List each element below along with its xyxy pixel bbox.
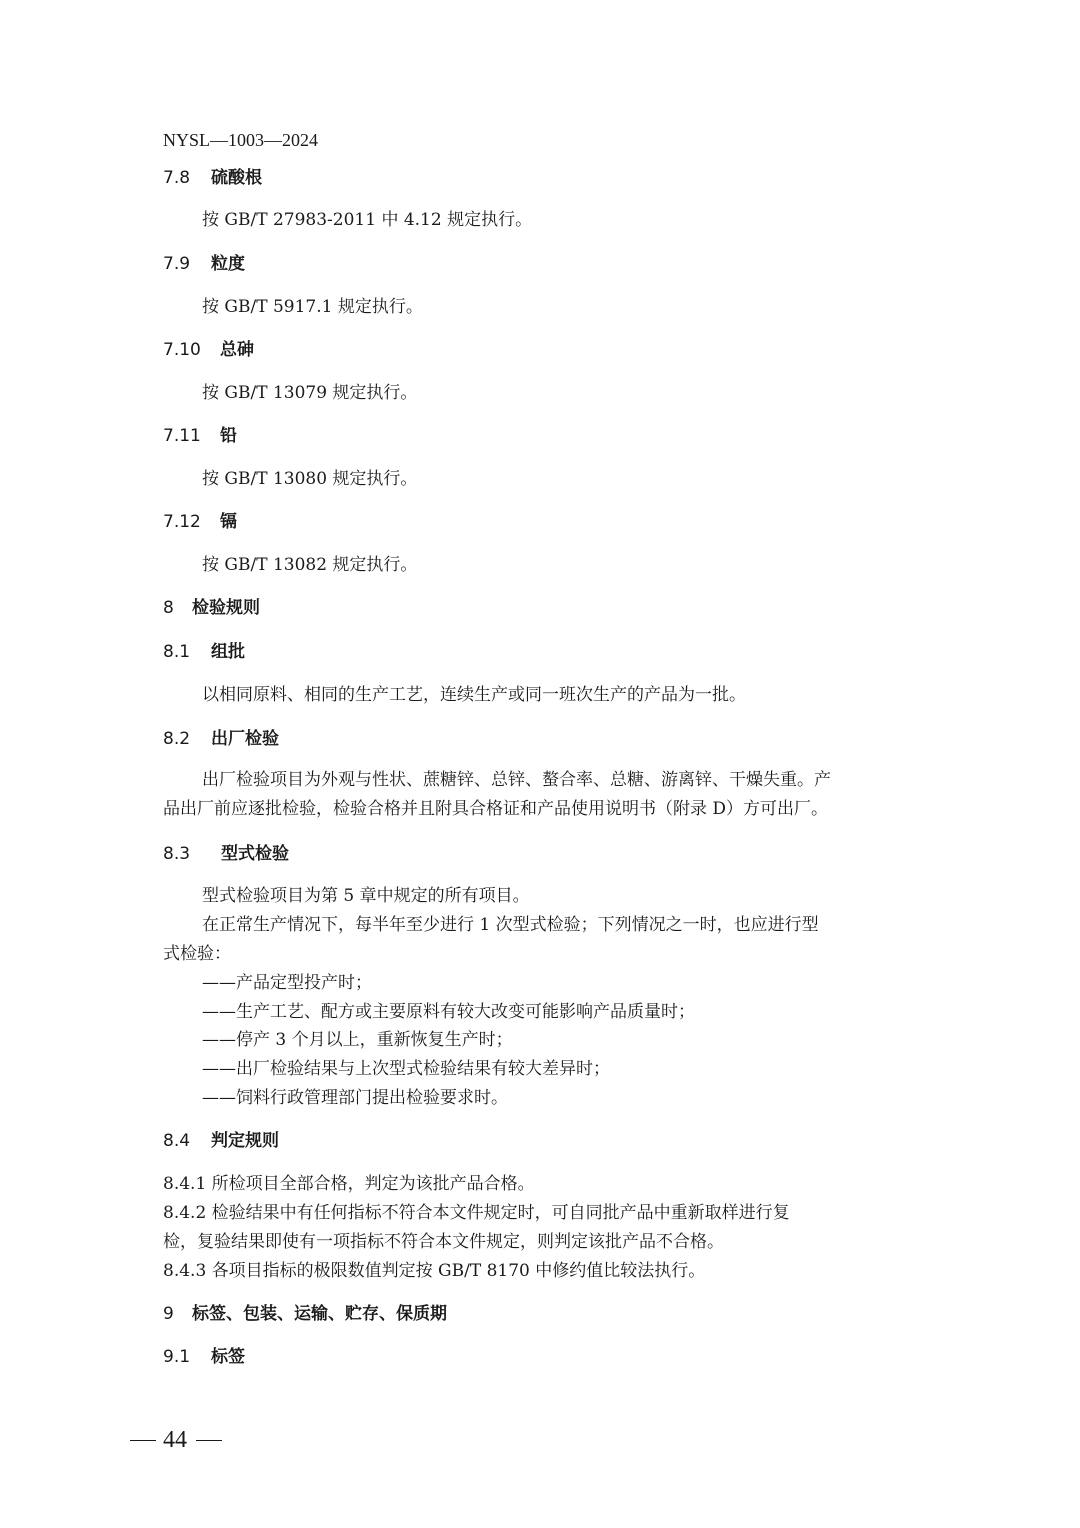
heading-8-2 xyxy=(163,731,279,748)
heading-title: 出厂检验 xyxy=(211,729,279,749)
paragraph-7-8: 按 GB/T 27983-2011 中 4.12 规定执行。 xyxy=(202,210,533,230)
heading-title: 判定规则 xyxy=(211,1131,279,1151)
heading-9-1 xyxy=(163,1349,245,1366)
heading-number: 8.4 xyxy=(163,1131,191,1151)
paragraph-7-10: 按 GB/T 13079 规定执行。 xyxy=(202,383,418,403)
standard-number: NYSL—1003—2024 xyxy=(163,130,319,150)
heading-8-4 xyxy=(163,1133,279,1150)
paragraph-8-2-line2: 品出厂前应逐批检验，检验合格并且附具合格证和产品使用说明书（附录 D）方可出厂。 xyxy=(163,799,829,819)
heading-7-10 xyxy=(163,342,254,359)
paragraph-7-11: 按 GB/T 13080 规定执行。 xyxy=(202,469,418,489)
heading-8-1 xyxy=(163,644,245,661)
list-item: ——饲料行政管理部门提出检验要求时。 xyxy=(202,1088,508,1108)
heading-title: 铅 xyxy=(220,426,237,446)
paragraph-8-3-line2: 式检验： xyxy=(163,944,231,964)
list-item: ——生产工艺、配方或主要原料有较大改变可能影响产品质量时； xyxy=(202,1002,695,1022)
heading-title: 型式检验 xyxy=(221,844,289,864)
heading-title: 检验规则 xyxy=(192,598,260,618)
paragraph-7-12: 按 GB/T 13082 规定执行。 xyxy=(202,555,418,575)
heading-7-9 xyxy=(163,256,245,273)
heading-number: 8.3 xyxy=(163,844,191,864)
heading-number: 8 xyxy=(163,598,174,618)
heading-number: 7.9 xyxy=(163,254,191,274)
heading-number: 9.1 xyxy=(163,1347,191,1367)
heading-title: 镉 xyxy=(220,512,237,532)
heading-8-3 xyxy=(163,846,289,863)
paragraph-8-3-scope: 型式检验项目为第 5 章中规定的所有项目。 xyxy=(202,886,530,906)
clause-8-4-3: 8.4.3 各项目指标的极限数值判定按 GB/T 8170 中修约值比较法执行。 xyxy=(163,1261,706,1281)
heading-number: 7.8 xyxy=(163,168,191,188)
heading-8 xyxy=(163,600,260,617)
list-item: ——停产 3 个月以上，重新恢复生产时； xyxy=(202,1030,513,1050)
clause-8-4-2-line1: 8.4.2 检验结果中有任何指标不符合本文件规定时，可自同批产品中重新取样进行复 xyxy=(163,1203,790,1223)
heading-9 xyxy=(163,1306,447,1323)
paragraph-8-2-line1: 出厂检验项目为外观与性状、蔗糖锌、总锌、螯合率、总糖、游离锌、干燥失重。产 xyxy=(202,770,831,790)
heading-title: 硫酸根 xyxy=(211,168,262,188)
paragraph-8-1: 以相同原料、相同的生产工艺，连续生产或同一班次生产的产品为一批。 xyxy=(202,685,746,705)
heading-title: 总砷 xyxy=(220,340,254,360)
heading-7-12 xyxy=(163,514,237,531)
list-item: ——出厂检验结果与上次型式检验结果有较大差异时； xyxy=(202,1059,610,1079)
page-number: 44 xyxy=(163,1427,187,1453)
heading-number: 7.12 xyxy=(163,512,201,532)
heading-title: 标签 xyxy=(211,1347,245,1367)
heading-number: 7.10 xyxy=(163,340,201,360)
heading-number: 8.2 xyxy=(163,729,191,749)
paragraph-7-9: 按 GB/T 5917.1 规定执行。 xyxy=(202,297,423,317)
footer-dash-right xyxy=(196,1440,222,1441)
paragraph-8-3-line1: 在正常生产情况下，每半年至少进行 1 次型式检验；下列情况之一时，也应进行型 xyxy=(202,915,819,935)
page-footer xyxy=(130,1428,230,1454)
heading-title: 组批 xyxy=(211,642,245,662)
heading-title: 粒度 xyxy=(211,254,245,274)
heading-7-11 xyxy=(163,428,237,445)
heading-7-8 xyxy=(163,170,262,187)
footer-dash-left xyxy=(130,1440,156,1441)
list-item: ——产品定型投产时； xyxy=(202,973,372,993)
heading-number: 8.1 xyxy=(163,642,191,662)
clause-8-4-2-line2: 检，复验结果即使有一项指标不符合本文件规定，则判定该批产品不合格。 xyxy=(163,1232,724,1252)
clause-8-4-1: 8.4.1 所检项目全部合格，判定为该批产品合格。 xyxy=(163,1174,535,1194)
heading-title: 标签、包装、运输、贮存、保质期 xyxy=(192,1304,447,1324)
heading-number: 7.11 xyxy=(163,426,201,446)
heading-number: 9 xyxy=(163,1304,174,1324)
